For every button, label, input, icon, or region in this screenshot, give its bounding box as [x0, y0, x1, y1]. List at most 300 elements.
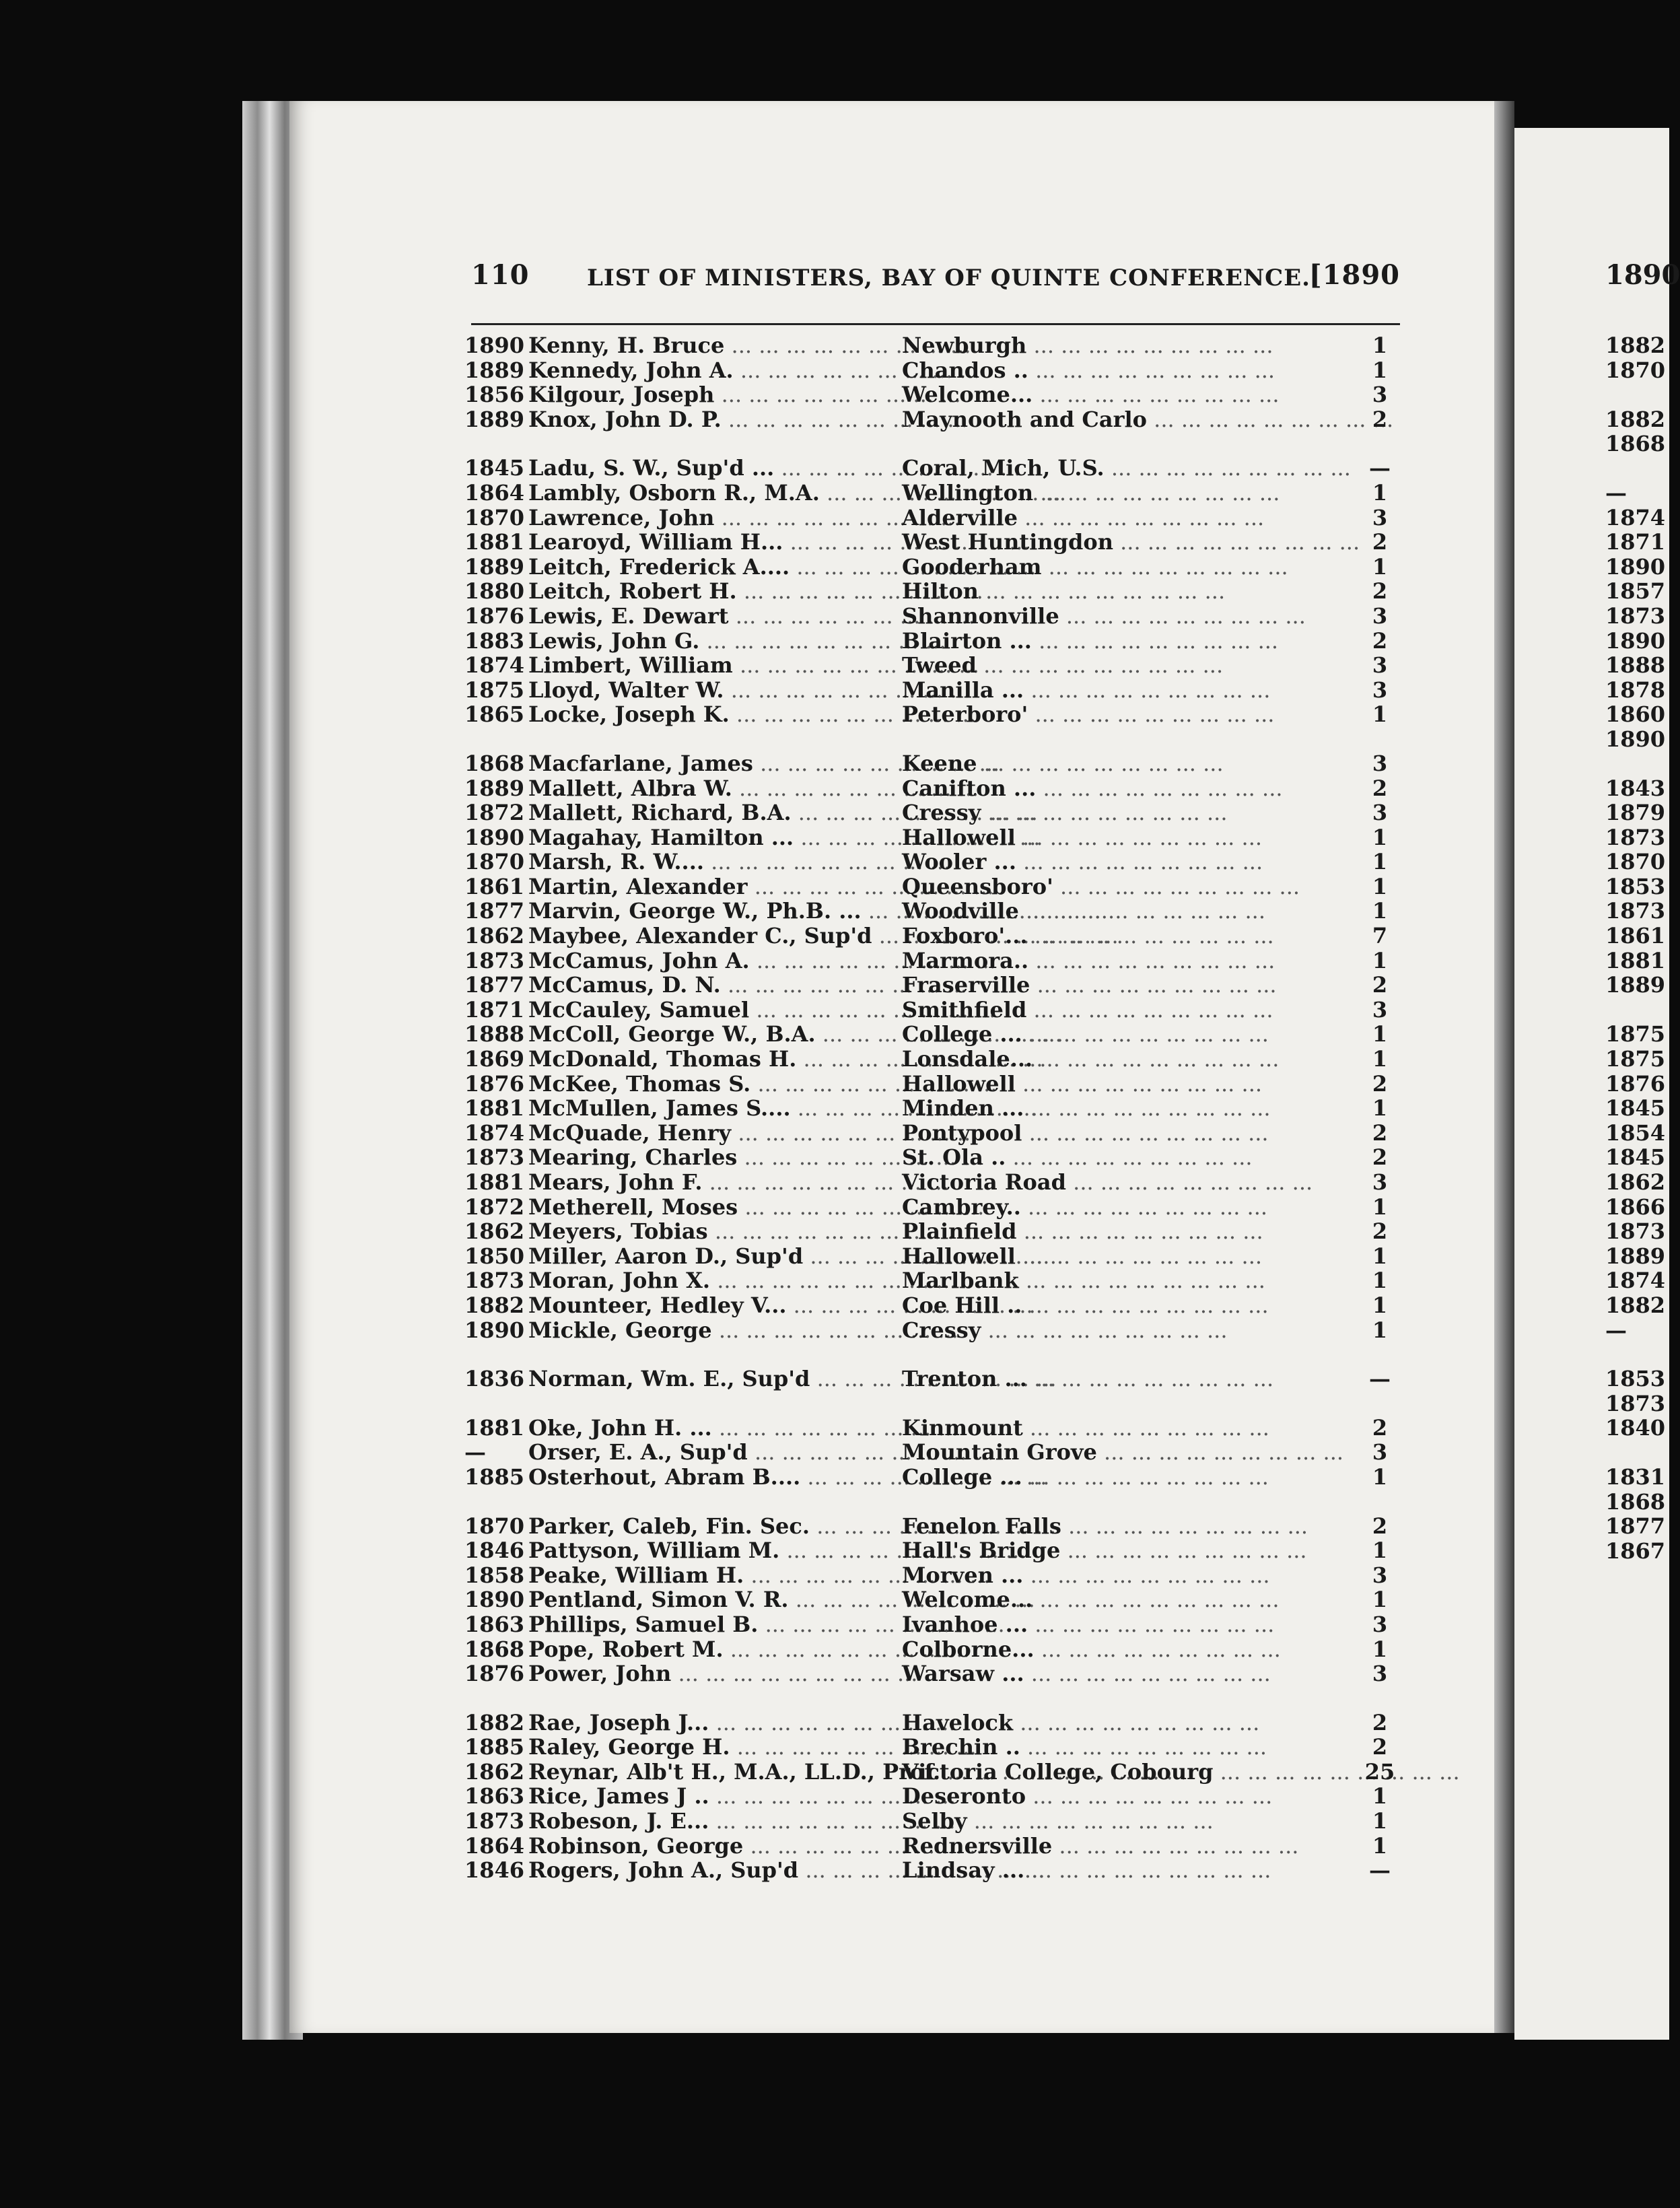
years-count: 1: [1372, 1268, 1388, 1294]
station-name: Smithfield ...: [902, 998, 1319, 1023]
years-count: 1: [1372, 824, 1388, 850]
facing-page-year: 1877: [1605, 1513, 1666, 1540]
minister-entry: [464, 1047, 1407, 1072]
minister-name: Learoyd, William H... ...: [528, 530, 892, 555]
minister-name: Robinson, George ...: [528, 1834, 892, 1859]
facing-page-year: 1890: [1605, 726, 1666, 752]
entry-year: 1850: [464, 1243, 525, 1269]
facing-page-year: 1888: [1605, 652, 1666, 679]
minister-entry: [464, 579, 1407, 604]
station-name: Shannonville ...: [902, 604, 1319, 629]
minister-entry: [464, 1735, 1407, 1760]
minister-name: Lloyd, Walter W. ...: [528, 678, 892, 703]
facing-page-year: 1840: [1605, 1415, 1666, 1441]
station-name: Deseronto ...: [902, 1784, 1319, 1809]
facing-page-year: 1853: [1605, 873, 1666, 899]
facing-page-year: 1874: [1605, 504, 1666, 530]
minister-name: Locke, Joseph K. ...: [528, 702, 892, 727]
station-name: Fenelon Falls ...: [902, 1514, 1319, 1539]
minister-entry: [464, 481, 1407, 506]
minister-entry: [464, 1637, 1407, 1662]
minister-entry: [464, 1121, 1407, 1146]
minister-name: Raley, George H. ...: [528, 1735, 892, 1760]
minister-entry: [464, 1711, 1407, 1735]
facing-page-year: 1879: [1605, 800, 1666, 826]
years-count: 1: [1372, 1021, 1388, 1047]
station-name: Lonsdale... ...: [902, 1047, 1319, 1072]
station-name: Manilla ... ...: [902, 678, 1319, 703]
entry-year: 1858: [464, 1562, 525, 1588]
minister-entry: [464, 1219, 1407, 1244]
years-count: 3: [1372, 1439, 1388, 1465]
years-count: 1: [1372, 1243, 1388, 1269]
years-count: 1: [1372, 1808, 1388, 1834]
facing-page-year: 1874: [1605, 1268, 1666, 1294]
minister-entry: [464, 1072, 1407, 1097]
entry-year: 1873: [464, 947, 525, 973]
station-name: Foxboro'... ...: [902, 924, 1319, 948]
station-name: St. Ola .. ...: [902, 1145, 1319, 1170]
years-count: 2: [1372, 1414, 1388, 1441]
minister-entry: [464, 924, 1407, 948]
minister-entry: [464, 1587, 1407, 1612]
station-name: Blairton ... ...: [902, 629, 1319, 654]
minister-name: Pope, Robert M. ...: [528, 1637, 892, 1662]
years-count: 1: [1372, 701, 1388, 728]
years-count: 2: [1372, 1709, 1388, 1735]
facing-page-year: 1845: [1605, 1144, 1666, 1171]
facing-page-year: 1868: [1605, 431, 1666, 457]
entry-year: 1881: [464, 529, 525, 555]
entry-year: 1864: [464, 1832, 525, 1859]
minister-name: McDonald, Thomas H. ...: [528, 1047, 892, 1072]
minister-entry: [464, 776, 1407, 801]
minister-entry: [464, 1514, 1407, 1539]
minister-name: Knox, John D. P. ...: [528, 407, 892, 432]
facing-page-year: 1882: [1605, 406, 1666, 432]
station-name: Cressy ...: [902, 800, 1319, 825]
entry-year: 1861: [464, 873, 525, 899]
years-count: 1: [1372, 1783, 1388, 1809]
minister-entry: [464, 998, 1407, 1023]
minister-name: Rice, James J .. ...: [528, 1784, 892, 1809]
minister-name: Oke, John H. ... ...: [528, 1416, 892, 1441]
minister-entry: [464, 1809, 1407, 1834]
station-name: Tweed ...: [902, 653, 1319, 678]
years-count: —: [1369, 455, 1391, 481]
minister-entry: [464, 825, 1407, 850]
years-count: 3: [1372, 1169, 1388, 1195]
entry-year: 1862: [464, 1218, 525, 1245]
years-count: 3: [1372, 504, 1388, 530]
minister-name: Peake, William H. ...: [528, 1563, 892, 1588]
station-name: Victoria Road ...: [902, 1170, 1319, 1195]
entry-year: 1864: [464, 479, 525, 506]
years-count: 2: [1372, 1218, 1388, 1245]
minister-name: Limbert, William ...: [528, 653, 892, 678]
years-count: 3: [1372, 382, 1388, 408]
entry-year: 1865: [464, 701, 525, 728]
entry-year: 1870: [464, 1513, 525, 1539]
minister-entry: [464, 555, 1407, 580]
years-count: 3: [1372, 1661, 1388, 1687]
minister-name: McKee, Thomas S. ...: [528, 1072, 892, 1097]
minister-entry: [464, 1293, 1407, 1318]
entry-year: 1885: [464, 1734, 525, 1760]
station-name: College ... ...: [902, 1465, 1319, 1490]
facing-page-year: 1857: [1605, 578, 1666, 605]
entry-year: 1874: [464, 1119, 525, 1146]
minister-name: Pentland, Simon V. R. ...: [528, 1587, 892, 1612]
minister-entry: [464, 1834, 1407, 1859]
years-count: 1: [1372, 553, 1388, 580]
years-count: 1: [1372, 1832, 1388, 1859]
facing-page-year: 1889: [1605, 972, 1666, 998]
minister-name: McQuade, Henry ...: [528, 1121, 892, 1146]
minister-name: Lewis, John G. ...: [528, 629, 892, 654]
years-count: 1: [1372, 1046, 1388, 1072]
station-name: Woodville ...: [902, 899, 1319, 924]
minister-entry: [464, 358, 1407, 383]
facing-page-year: 1890: [1605, 627, 1666, 654]
entry-year: 1836: [464, 1366, 525, 1392]
entry-year: 1877: [464, 898, 525, 924]
minister-entry: [464, 1416, 1407, 1441]
minister-entry: [464, 702, 1407, 727]
station-name: Welcome... ...: [902, 1587, 1319, 1612]
facing-page-year: 1870: [1605, 849, 1666, 875]
years-count: 3: [1372, 800, 1388, 826]
station-name: Hall's Bridge ...: [902, 1538, 1319, 1563]
entry-year: 1876: [464, 602, 525, 629]
facing-page-year: 1882: [1605, 1292, 1666, 1318]
minister-name: Lawrence, John ...: [528, 506, 892, 530]
entry-year: 1870: [464, 849, 525, 875]
minister-name: Lewis, E. Dewart ...: [528, 604, 892, 629]
years-count: 2: [1372, 1513, 1388, 1539]
minister-name: Leitch, Robert H. ...: [528, 579, 892, 604]
years-count: 1: [1372, 1463, 1388, 1490]
minister-name: Mickle, George ...: [528, 1318, 892, 1343]
station-name: Chandos .. ...: [902, 358, 1319, 383]
minister-name: Parker, Caleb, Fin. Sec. ...: [528, 1514, 892, 1539]
minister-entry: [464, 1022, 1407, 1047]
station-name: Coral, Mich, U.S. ...: [902, 456, 1319, 481]
facing-page-year: 1843: [1605, 775, 1666, 801]
entry-year: 1846: [464, 1538, 525, 1564]
minister-name: McCamus, D. N. ...: [528, 973, 892, 998]
facing-page-year: 1882: [1605, 333, 1666, 358]
years-count: 3: [1372, 677, 1388, 703]
station-name: Canifton ... ...: [902, 776, 1319, 801]
entry-year: 1873: [464, 1268, 525, 1294]
minister-name: Magahay, Hamilton ... ...: [528, 825, 892, 850]
entry-year: 1889: [464, 357, 525, 383]
station-name: Hallowell ...: [902, 1244, 1319, 1269]
entry-year: 1890: [464, 824, 525, 850]
entry-year: 1873: [464, 1808, 525, 1834]
years-count: 2: [1372, 972, 1388, 998]
entry-year: 1881: [464, 1414, 525, 1441]
years-count: 1: [1372, 947, 1388, 973]
years-count: 1: [1372, 479, 1388, 506]
station-name: Cressy ...: [902, 1318, 1319, 1343]
minister-name: Meyers, Tobias ...: [528, 1219, 892, 1244]
minister-entry: [464, 1268, 1407, 1293]
minister-name: Lambly, Osborn R., M.A. ...: [528, 481, 892, 506]
minister-entry: [464, 407, 1407, 432]
entry-year: 1862: [464, 1758, 525, 1785]
station-name: Warsaw ... ...: [902, 1661, 1319, 1686]
entry-year: 1889: [464, 406, 525, 432]
entry-year: 1880: [464, 578, 525, 605]
minister-name: Ladu, S. W., Sup'd ... ...: [528, 456, 892, 481]
station-name: Lindsay ... ...: [902, 1858, 1319, 1883]
minister-entry: [464, 1145, 1407, 1170]
years-count: 2: [1372, 578, 1388, 605]
station-name: Hilton ...: [902, 579, 1319, 604]
minister-entry: [464, 1096, 1407, 1121]
years-count: 1: [1372, 1538, 1388, 1564]
years-count: 1: [1372, 1194, 1388, 1220]
header-rule: [471, 323, 1400, 325]
facing-page-year: 1873: [1605, 898, 1666, 924]
facing-page-year: 1890: [1605, 553, 1666, 580]
entry-year: 1863: [464, 1783, 525, 1809]
station-name: Marlbank ...: [902, 1268, 1319, 1293]
facing-page-year: 1873: [1605, 1218, 1666, 1245]
facing-page-header-year: 1890: [1605, 259, 1680, 291]
entry-year: 1881: [464, 1095, 525, 1122]
years-count: 2: [1372, 775, 1388, 801]
station-name: Marmora.. ...: [902, 948, 1319, 973]
minister-name: Rae, Joseph J... ...: [528, 1711, 892, 1735]
minister-name: Mallett, Albra W. ...: [528, 776, 892, 801]
station-name: Kinmount ...: [902, 1416, 1319, 1441]
minister-entry: [464, 530, 1407, 555]
minister-name: Leitch, Frederick A.... ...: [528, 555, 892, 580]
facing-page-year: 1853: [1605, 1366, 1666, 1392]
years-count: 1: [1372, 898, 1388, 924]
minister-entry: [464, 1661, 1407, 1686]
entry-year: 1876: [464, 1070, 525, 1097]
minister-name: Robeson, J. E... ...: [528, 1809, 892, 1834]
years-count: 2: [1372, 1070, 1388, 1097]
minister-entry: [464, 333, 1407, 358]
page-gutter: [1494, 101, 1514, 2033]
entry-year: 1885: [464, 1463, 525, 1490]
minister-entry: [464, 1538, 1407, 1563]
facing-page-year: 1889: [1605, 1243, 1666, 1269]
facing-page-year: 1862: [1605, 1169, 1666, 1195]
station-name: Pontypool ...: [902, 1121, 1319, 1146]
station-name: Fraserville ...: [902, 973, 1319, 998]
station-name: Hallowell ...: [902, 1072, 1319, 1097]
entry-year: 1877: [464, 972, 525, 998]
minister-name: Marsh, R. W.... ...: [528, 850, 892, 874]
minister-entry: [464, 1170, 1407, 1195]
years-count: 3: [1372, 996, 1388, 1023]
minister-entry: [464, 899, 1407, 924]
years-count: 2: [1372, 1119, 1388, 1146]
minister-name: Martin, Alexander ...: [528, 874, 892, 899]
station-name: Peterboro' ...: [902, 702, 1319, 727]
station-name: Gooderham ...: [902, 555, 1319, 580]
entry-year: —: [464, 1439, 486, 1465]
minister-name: Osterhout, Abram B.... ...: [528, 1465, 892, 1490]
station-name: Selby ...: [902, 1809, 1319, 1834]
entry-year: 1872: [464, 800, 525, 826]
years-count: 2: [1372, 529, 1388, 555]
minister-entry: [464, 850, 1407, 874]
years-count: 1: [1372, 333, 1388, 358]
facing-page-year: 1831: [1605, 1463, 1666, 1490]
facing-page-year: 1866: [1605, 1194, 1666, 1220]
facing-page-year: 1878: [1605, 677, 1666, 703]
facing-page-year: 1873: [1605, 1390, 1666, 1416]
station-name: Ivanhoe ... ...: [902, 1612, 1319, 1637]
station-name: Keene ...: [902, 751, 1319, 776]
facing-page-year: 1861: [1605, 923, 1666, 949]
facing-page-year: 1873: [1605, 602, 1666, 629]
facing-page-year: 1867: [1605, 1538, 1666, 1564]
entry-year: 1876: [464, 1661, 525, 1687]
minister-entry: [464, 456, 1407, 481]
entry-year: 1863: [464, 1611, 525, 1637]
entry-year: 1871: [464, 996, 525, 1023]
station-name: Newburgh ...: [902, 333, 1319, 358]
years-count: 2: [1372, 1734, 1388, 1760]
minister-entry: [464, 874, 1407, 899]
entry-year: 1883: [464, 627, 525, 654]
years-count: 1: [1372, 1317, 1388, 1343]
station-name: West Huntingdon ...: [902, 530, 1319, 555]
years-count: 1: [1372, 1636, 1388, 1662]
minister-name: Kenny, H. Bruce ...: [528, 333, 892, 358]
station-name: Minden ... ...: [902, 1096, 1319, 1121]
minister-name: Miller, Aaron D., Sup'd ...: [528, 1244, 892, 1269]
station-name: Hallowell ...: [902, 825, 1319, 850]
entry-year: 1890: [464, 1317, 525, 1343]
facing-page-year: 1876: [1605, 1070, 1666, 1097]
minister-name: Maybee, Alexander C., Sup'd ...: [528, 924, 892, 948]
station-name: Victoria College, Cobourg ...: [902, 1760, 1319, 1785]
minister-entry: [464, 1195, 1407, 1220]
entry-year: 1846: [464, 1857, 525, 1884]
minister-entry: [464, 1612, 1407, 1637]
station-name: Coe Hill .. ...: [902, 1293, 1319, 1318]
station-name: Brechin .. ...: [902, 1735, 1319, 1760]
entry-year: 1868: [464, 1636, 525, 1662]
minister-name: Mearing, Charles ...: [528, 1145, 892, 1170]
facing-page-year: 1875: [1605, 1021, 1666, 1047]
station-name: Havelock ...: [902, 1711, 1319, 1735]
entry-year: 1872: [464, 1194, 525, 1220]
facing-page-year: 1875: [1605, 1046, 1666, 1072]
years-count: 1: [1372, 873, 1388, 899]
facing-page-year: 1845: [1605, 1095, 1666, 1122]
minister-entry: [464, 604, 1407, 629]
station-name: Maynooth and Carlo ...: [902, 407, 1319, 432]
minister-name: Metherell, Moses ...: [528, 1195, 892, 1220]
station-name: Mountain Grove ...: [902, 1440, 1319, 1465]
minister-name: Macfarlane, James ...: [528, 751, 892, 776]
minister-name: McColl, George W., B.A. ...: [528, 1022, 892, 1047]
years-count: 3: [1372, 1562, 1388, 1588]
entry-year: 1868: [464, 750, 525, 776]
minister-entry: [464, 1858, 1407, 1883]
minister-entry: [464, 1465, 1407, 1490]
entry-year: 1862: [464, 923, 525, 949]
minister-name: Phillips, Samuel B. ...: [528, 1612, 892, 1637]
minister-entry: [464, 1318, 1407, 1343]
minister-name: Norman, Wm. E., Sup'd ...: [528, 1367, 892, 1391]
years-count: 7: [1372, 923, 1388, 949]
facing-page-year: —: [1605, 479, 1627, 506]
ministers-list: [464, 333, 1407, 1883]
page-number: 110: [471, 259, 530, 291]
minister-entry: [464, 751, 1407, 776]
years-count: 1: [1372, 1587, 1388, 1613]
minister-name: Mears, John F. ...: [528, 1170, 892, 1195]
minister-name: McCamus, John A. ...: [528, 948, 892, 973]
years-count: —: [1369, 1366, 1391, 1392]
minister-entry: [464, 1760, 1407, 1785]
entry-year: 1870: [464, 504, 525, 530]
entry-year: 1889: [464, 553, 525, 580]
facing-page-year-column: [1605, 333, 1666, 1563]
minister-name: Mounteer, Hedley V... ...: [528, 1293, 892, 1318]
entry-year: 1845: [464, 455, 525, 481]
years-count: 1: [1372, 357, 1388, 383]
entry-year: 1888: [464, 1021, 525, 1047]
minister-name: Power, John ...: [528, 1661, 892, 1686]
years-count: 3: [1372, 750, 1388, 776]
minister-name: Pattyson, William M. ...: [528, 1538, 892, 1563]
minister-entry: [464, 653, 1407, 678]
entry-year: 1875: [464, 677, 525, 703]
facing-page-year: 1860: [1605, 701, 1666, 728]
station-name: Alderville ...: [902, 506, 1319, 530]
minister-entry: [464, 382, 1407, 407]
minister-name: McCauley, Samuel ...: [528, 998, 892, 1023]
facing-page-year: [1605, 382, 1666, 407]
minister-name: Mallett, Richard, B.A. ...: [528, 800, 892, 825]
facing-page-year: 1854: [1605, 1119, 1666, 1146]
station-name: Cambrey.. ...: [902, 1195, 1319, 1220]
years-count: 3: [1372, 652, 1388, 679]
station-name: Plainfield ...: [902, 1219, 1319, 1244]
entry-year: 1869: [464, 1046, 525, 1072]
minister-entry: [464, 948, 1407, 973]
facing-page-year: 1870: [1605, 357, 1666, 383]
minister-name: Rogers, John A., Sup'd ...: [528, 1858, 892, 1883]
page-header: [471, 259, 1400, 300]
years-count: 3: [1372, 1611, 1388, 1637]
station-name: Welcome... ...: [902, 382, 1319, 407]
station-name: Wooler ... ...: [902, 850, 1319, 874]
years-count: 25: [1364, 1758, 1395, 1785]
entry-year: 1882: [464, 1292, 525, 1318]
page-title: LIST OF MINISTERS, BAY OF QUINTE CONFERENCE.: [587, 265, 1310, 291]
station-name: Colborne... ...: [902, 1637, 1319, 1662]
minister-name: Marvin, George W., Ph.B. ... ...: [528, 899, 892, 924]
header-year: [1890: [1308, 259, 1400, 291]
entry-year: 1874: [464, 652, 525, 679]
years-count: 2: [1372, 1144, 1388, 1171]
minister-entry: [464, 1784, 1407, 1809]
entry-year: 1890: [464, 333, 525, 358]
